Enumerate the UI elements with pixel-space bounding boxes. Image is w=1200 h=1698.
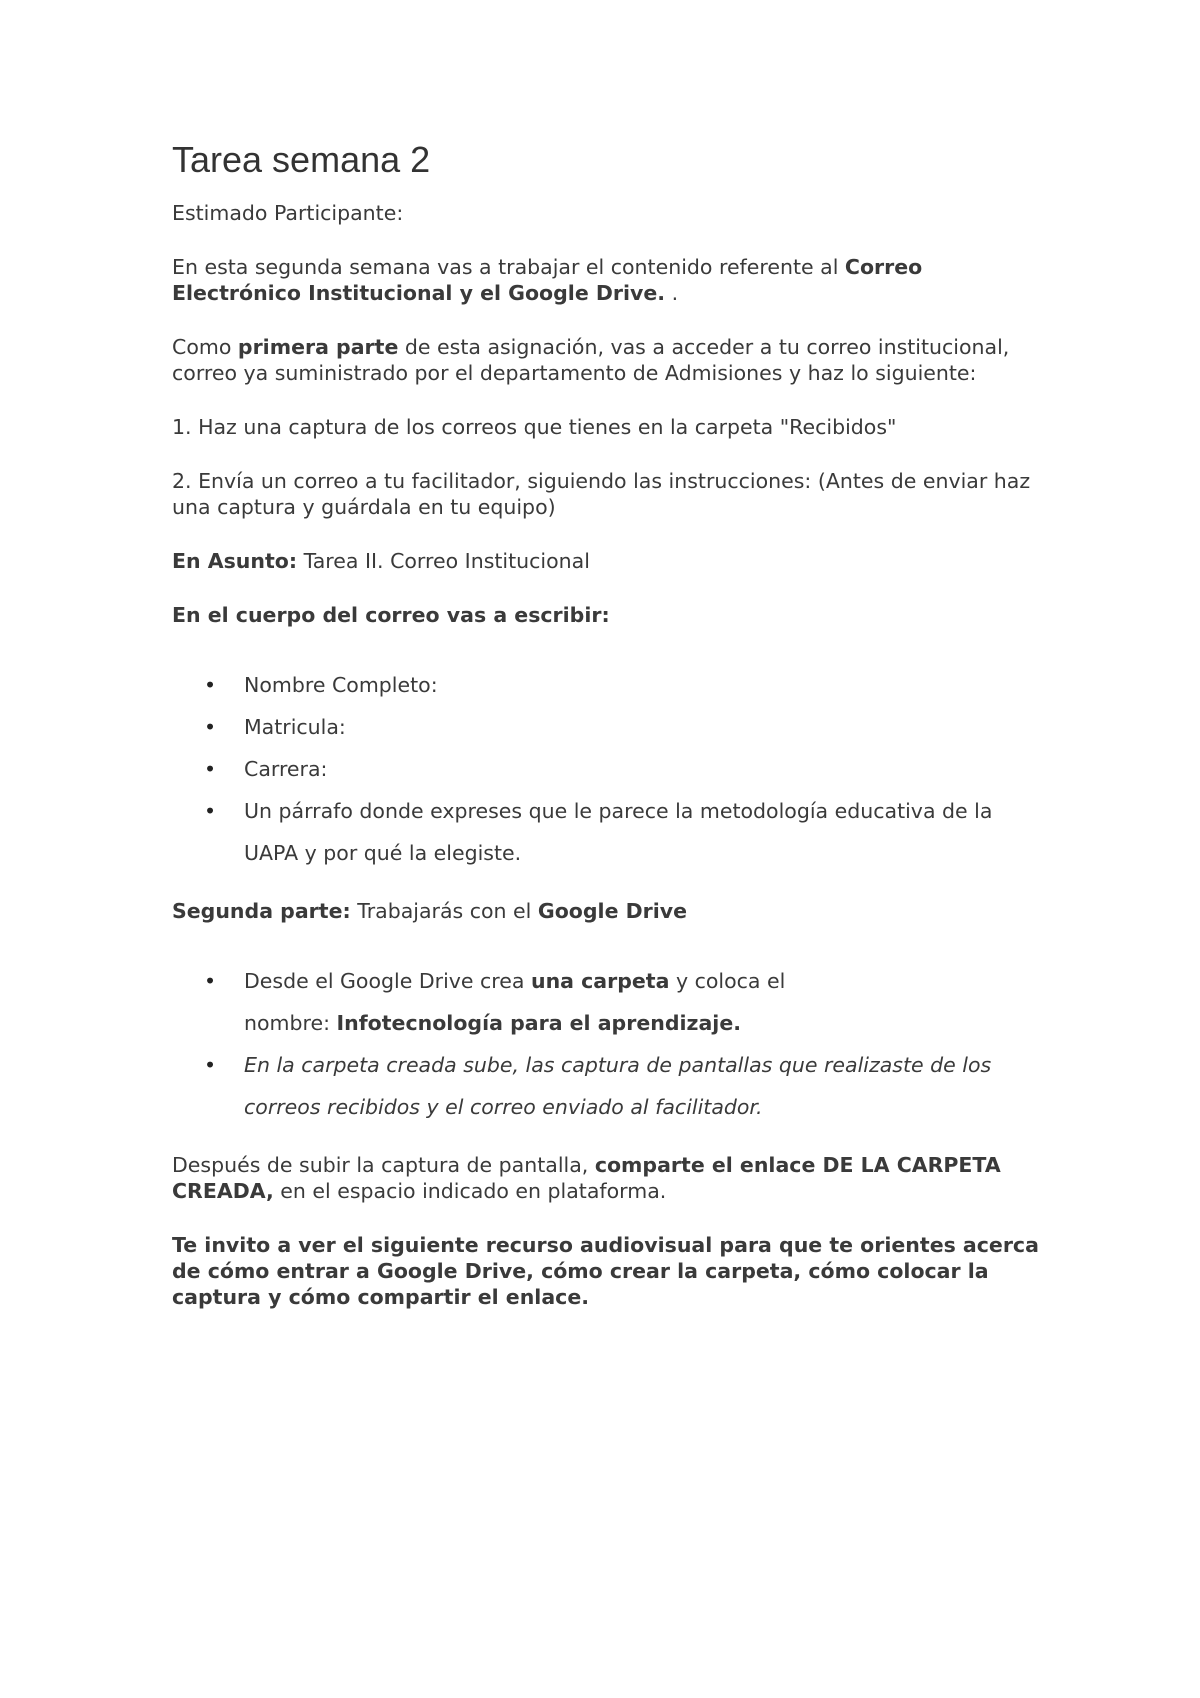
- page-title: Tarea semana 2: [172, 139, 431, 180]
- subject-line: [172, 548, 1052, 574]
- intro-bold: Correo Electrónico Institucional y el Google Drive.: [172, 255, 923, 305]
- list-item: • Matricula:: [244, 706, 1052, 748]
- share-paragraph: Después de subir la captura de pantalla, comparte el enlace DE LA CARPETA CREADA, en el espacio indicado en plataforma.: [172, 1153, 1001, 1203]
- step-2: 2. Envía un correo a tu facilitador, siguiendo las instrucciones: (Antes de enviar haz una captura y guárdala en tu equipo): [172, 469, 1031, 519]
- document-page: [172, 140, 1052, 1338]
- subject-value: Tarea II. Correo Institucional: [297, 549, 590, 573]
- list-item: • Carrera:: [244, 748, 1052, 790]
- body-heading: En el cuerpo del correo vas a escribir:: [172, 603, 610, 627]
- closing-paragraph: Te invito a ver el siguiente recurso audiovisual para que te orientes acerca de cómo entrar a Google Drive, cómo crear la carpeta, cómo colocar la captura y cómo compartir el enlace.: [172, 1233, 1039, 1309]
- step-1: 1. Haz una captura de los correos que tienes en la carpeta "Recibidos": [172, 415, 897, 439]
- greeting: Estimado Participante:: [172, 201, 404, 225]
- subject-label: En Asunto:: [172, 549, 298, 573]
- list-item: • Desde el Google Drive crea una carpeta y coloca el nombre: Infotecnología para el aprendizaje.: [244, 960, 864, 1044]
- list-item: • Nombre Completo:: [244, 664, 1052, 706]
- part1-paragraph: Como primera parte de esta asignación, vas a acceder a tu correo institucional, correo ya suministrado por el departamento de Admisiones y haz lo siguiente:: [172, 335, 1010, 385]
- folder-name: Infotecnología para el aprendizaje.: [336, 1011, 742, 1035]
- list-item: • Un párrafo donde expreses que le parece la metodología educativa de la UAPA y por qué la elegiste.: [244, 790, 1052, 874]
- part1-bold: primera parte: [237, 335, 399, 359]
- share-bold: comparte el enlace DE LA CARPETA CREADA,: [172, 1153, 1001, 1203]
- part2-label: Segunda parte:: [172, 899, 351, 923]
- body-items-list: [172, 664, 1052, 874]
- list-item: • En la carpeta creada sube, las captura de pantallas que realizaste de los correos recibidos y el correo enviado al facilitador.: [244, 1044, 1052, 1128]
- part2-bold: Google Drive: [537, 899, 688, 923]
- part2-heading: Segunda parte: Trabajarás con el Google Drive: [172, 899, 688, 923]
- drive-items-list: [172, 960, 1052, 1128]
- intro-paragraph: En esta segunda semana vas a trabajar el contenido referente al Correo Electrónico Institucional y el Google Drive. .: [172, 255, 923, 305]
